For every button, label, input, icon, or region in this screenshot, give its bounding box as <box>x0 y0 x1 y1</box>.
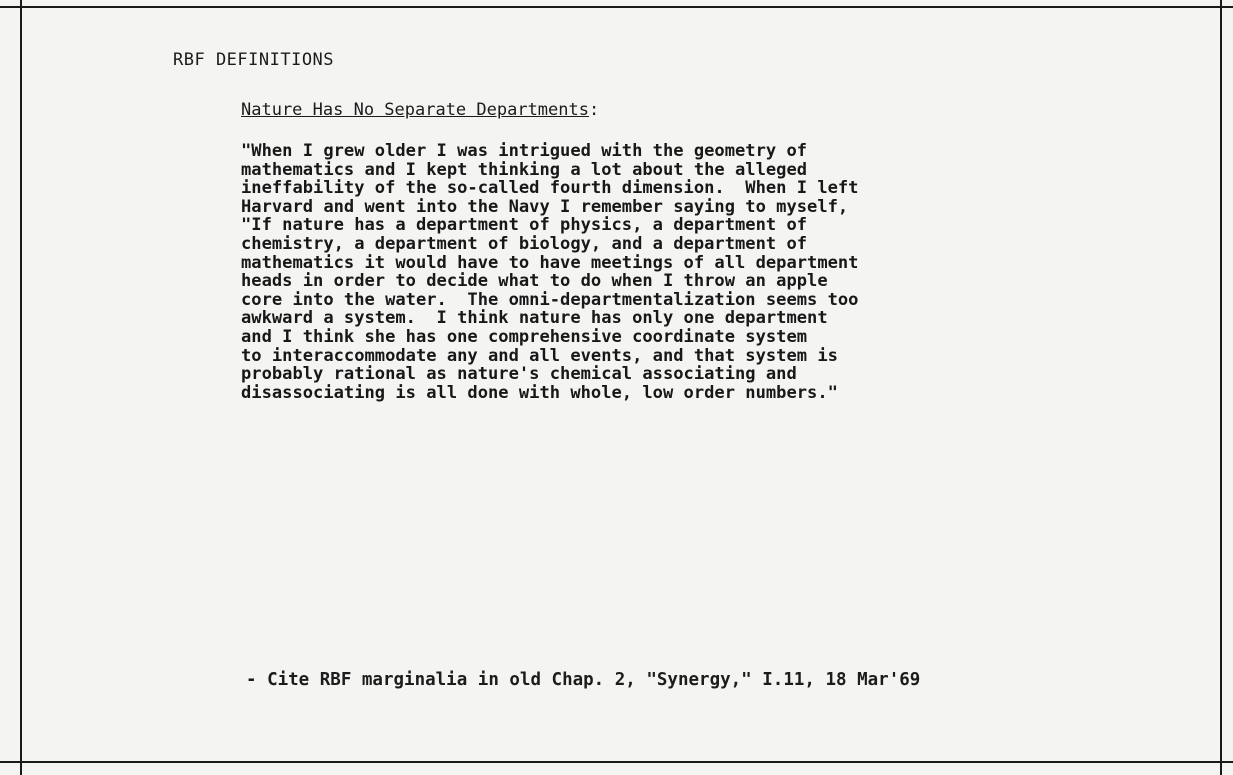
citation: - Cite RBF marginalia in old Chap. 2, "Synergy," I.11, 18 Mar'69 <box>246 670 921 690</box>
entry-title <box>241 100 599 120</box>
quote-line: core into the water. The omni-departmentalization seems too <box>241 289 859 310</box>
quote-line: "If nature has a department of physics, a department of <box>241 215 808 236</box>
quote-line: ineffability of the so-called fourth dimension. When I left <box>241 178 859 199</box>
quote-text <box>241 142 858 402</box>
card-bottom-border <box>0 761 1233 763</box>
quote-line: mathematics it would have to have meetings of all department <box>241 252 859 273</box>
card-left-border <box>20 0 22 775</box>
quote-line: and I think she has one comprehensive coordinate system <box>241 326 808 347</box>
entry-title-text: Nature Has No Separate Departments <box>241 100 589 120</box>
quote-line: "When I grew older I was intrigued with the geometry of <box>241 141 808 161</box>
quote-line: probably rational as nature's chemical associating and <box>241 364 797 385</box>
quote-line: awkward a system. I think nature has only one department <box>241 308 828 329</box>
quote-line: mathematics and I kept thinking a lot about the alleged <box>241 159 808 180</box>
quote-line: disassociating is all done with whole, low order numbers." <box>241 382 838 403</box>
card-right-border <box>1220 0 1222 775</box>
quote-line: to interaccommodate any and all events, and that system is <box>241 345 838 366</box>
entry-title-colon: : <box>589 100 600 120</box>
quote-line: chemistry, a department of biology, and a department of <box>241 233 808 254</box>
quote-line: heads in order to decide what to do when I throw an apple <box>241 271 828 292</box>
card-top-border <box>0 6 1233 8</box>
quote-line: Harvard and went into the Navy I remember saying to myself, <box>241 196 849 217</box>
card-heading: RBF DEFINITIONS <box>173 50 335 70</box>
